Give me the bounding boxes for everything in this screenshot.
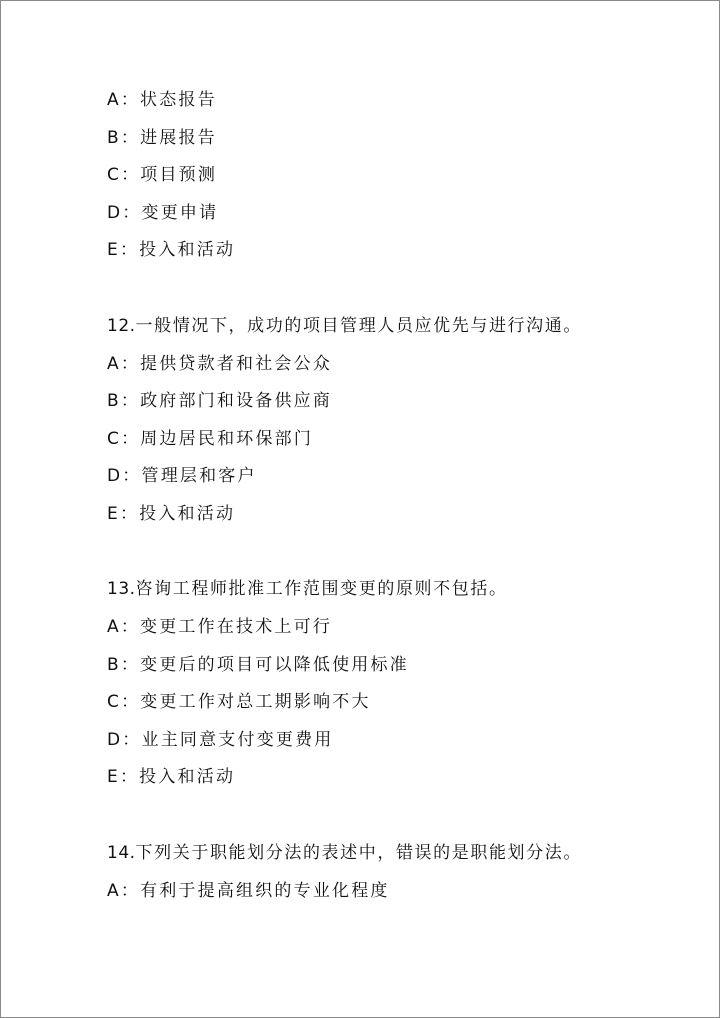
option-e (107, 502, 707, 540)
option-a (107, 879, 707, 917)
option-label: C： (107, 428, 141, 449)
option-b (107, 126, 707, 164)
option-label: E： (107, 503, 140, 524)
option-text: 变更工作在技术上可行 (140, 617, 333, 637)
question-number: 12. (107, 315, 136, 336)
question-text: 一般情况下，成功的项目管理人员应优先与进行沟通。 (135, 315, 582, 336)
option-d (107, 728, 707, 766)
option-a (107, 352, 707, 390)
option-label: B： (107, 654, 141, 675)
question-12 (107, 314, 707, 540)
option-text: 周边居民和环保部门 (140, 428, 314, 449)
question-14 (107, 841, 707, 917)
option-text: 提供贷款者和社会公众 (140, 353, 333, 374)
option-b (107, 389, 707, 427)
option-text: 投入和活动 (139, 240, 236, 260)
option-label: C： (107, 692, 141, 712)
question-number: 13. (107, 579, 136, 599)
question-text: 咨询工程师批准工作范围变更的原则不包括。 (135, 579, 508, 599)
question-number: 14. (107, 842, 136, 863)
option-text: 状态报告 (140, 90, 217, 110)
option-text: 政府部门和设备供应商 (140, 391, 333, 411)
option-text: 变更后的项目可以降低使用标准 (140, 654, 409, 675)
question-text: 下列关于职能划分法的表述中，错误的是职能划分法。 (135, 842, 582, 863)
option-text: 变更工作对总工期影响不大 (140, 692, 371, 712)
option-a (107, 615, 707, 653)
option-b (107, 653, 707, 691)
question-11-options (107, 88, 707, 276)
option-text: 有利于提高组织的专业化程度 (140, 880, 390, 901)
option-label: A： (107, 880, 141, 901)
question-12-stem (107, 314, 707, 352)
document-body (107, 88, 707, 916)
option-d (107, 464, 707, 502)
question-14-stem (107, 841, 707, 879)
option-label: A： (107, 90, 141, 110)
option-a (107, 88, 707, 126)
option-label: C： (107, 165, 141, 185)
option-text: 业主同意支付变更费用 (141, 729, 334, 750)
question-13 (107, 577, 707, 803)
spacer (107, 539, 707, 577)
option-c (107, 163, 707, 201)
spacer (107, 276, 707, 314)
option-text: 项目预测 (140, 165, 218, 185)
option-text: 进展报告 (140, 127, 217, 148)
option-text: 变更申请 (141, 202, 219, 223)
option-c (107, 690, 707, 728)
option-e (107, 238, 707, 276)
option-c (107, 427, 707, 465)
option-label: D： (107, 466, 142, 486)
option-label: D： (107, 202, 142, 223)
option-label: B： (107, 391, 141, 411)
option-label: E： (107, 767, 140, 787)
option-label: D： (107, 729, 142, 750)
option-text: 投入和活动 (139, 503, 236, 524)
spacer (107, 803, 707, 841)
option-d (107, 201, 707, 239)
option-e (107, 765, 707, 803)
option-text: 投入和活动 (139, 767, 236, 787)
option-text: 管理层和客户 (141, 466, 257, 486)
option-label: B： (107, 127, 141, 148)
option-label: A： (107, 617, 141, 637)
question-13-stem (107, 577, 707, 615)
option-label: E： (107, 240, 140, 260)
option-label: A： (107, 353, 141, 374)
